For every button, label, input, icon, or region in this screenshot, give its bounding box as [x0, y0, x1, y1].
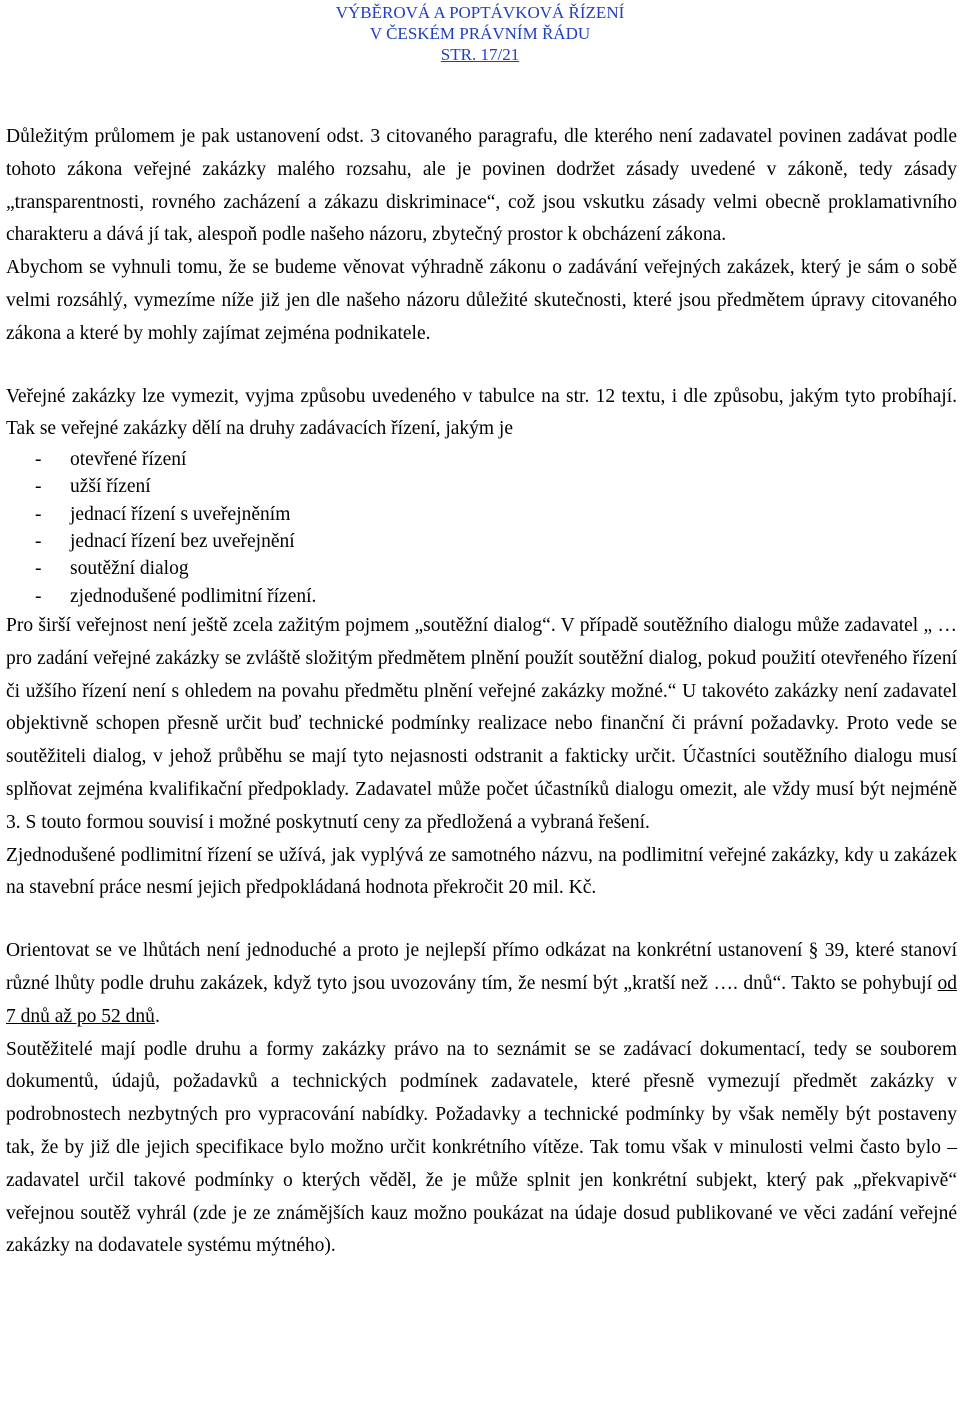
- list-item-text: jednací řízení bez uveřejnění: [70, 531, 295, 553]
- header-subtitle: V ČESKÉM PRÁVNÍM ŘÁDU: [369, 24, 591, 43]
- list-item: [6, 583, 957, 610]
- deadlines-range: od 7 dnů až po 52 dnů: [6, 972, 957, 1027]
- page-number: STR. 17/21: [440, 45, 520, 64]
- list-item-text: soutěžní dialog: [70, 558, 189, 580]
- paragraph-exemption: Důležitým průlomem je pak ustanovení odst. 3 citovaného paragrafu, dle kterého není zadavatel povinen zadávat podle tohoto zákona veřejné zakázky malého rozsahu, ale je povinen dodržet zásady uvedené v zákoně, tedy zásady „transparentnosti, rovného zacházení a zákazu diskriminace“, což jsou vskutku zásady velmi obecně proklamativního charakteru a dává jí tak, alespoň podle našeho názoru, zbytečný prostor k obcházení zákona.: [6, 126, 957, 246]
- list-dash: -: [35, 476, 42, 498]
- list-item: [6, 473, 957, 500]
- list-dash: -: [35, 531, 42, 553]
- paragraph-deadlines: [6, 935, 957, 1033]
- deadlines-end: .: [154, 1005, 160, 1027]
- paragraph-procedure-types: Veřejné zakázky lze vymezit, vyjma způsobu uvedeného v tabulce na str. 12 textu, i dle způsobu, jakým tyto probíhají. Tak se veřejné zakázky dělí na druhy zadávacích řízení, jakým je: [6, 385, 957, 440]
- list-item-text: jednací řízení s uveřejněním: [70, 503, 291, 525]
- list-item: [6, 446, 957, 473]
- paragraph-gap: [6, 351, 957, 381]
- paragraph-gap: [6, 905, 957, 935]
- list-item-text: otevřené řízení: [70, 449, 187, 471]
- list-dash: -: [35, 585, 42, 607]
- paragraph-scope: Abychom se vyhnuli tomu, že se budeme věnovat výhradně zákonu o zadávání veřejných zakázek, který je sám o sobě velmi rozsáhlý, vymezíme níže již jen dle našeho názoru důležité skutečnosti, které jsou předmětem úpravy citovaného zákona a které by mohly zajímat zejména podnikatele.: [6, 257, 957, 344]
- list-item: [6, 528, 957, 555]
- list-item: [6, 501, 957, 528]
- list-dash: -: [35, 558, 42, 580]
- document-body: [6, 121, 957, 1263]
- list-item-text: zjednodušené podlimitní řízení.: [70, 585, 317, 607]
- header-title: VÝBĚROVÁ A POPTÁVKOVÁ ŘÍZENÍ: [335, 3, 625, 22]
- page-header: [0, 2, 960, 65]
- paragraph-competitive-dialogue: Pro širší veřejnost není ještě zcela zažitým pojmem „soutěžní dialog“. V případě soutěžního dialogu může zadavatel „ … pro zadání veřejné zakázky se zvláště složitým předmětem plnění použít soutěžní dialog, pokud použití otevřeného řízení či užšího řízení není s ohledem na povahu předmětu plnění veřejné zakázky možné.“ U takovéto zakázky není zadavatel objektivně schopen přesně určit buď technické podmínky realizace nebo finanční či právní požadavky. Proto vede se soutěžiteli dialog, v jehož průběhu se mají tyto nejasnosti odstranit a fakticky určit. Účastníci soutěžního dialogu musí splňovat zejména kvalifikační předpoklady. Zadavatel může počet účastníků dialogu omezit, ale vždy musí být nejméně 3. S touto formou souvisí i možné poskytnutí ceny za předložená a vybraná řešení.: [6, 614, 957, 833]
- deadlines-text: Orientovat se ve lhůtách není jednoduché a proto je nejlepší přímo odkázat na konkrétní ustanovení § 39, které stanoví různé lhůty podle druhu zakázek, když tyto jsou uvozovány tím, že nesmí být „kratší než …. dnů“. Takto se pohybují: [6, 940, 957, 994]
- list-dash: -: [35, 503, 42, 525]
- paragraph-tender-documentation: Soutěžitelé mají podle druhu a formy zakázky právo na to seznámit se se zadávací dokumentací, tedy se souborem dokumentů, údajů, požadavků a technických podmínek zadavatele, které přesně vymezují předmět zakázky v podrobnostech nezbytných pro vypracování nabídky. Požadavky a technické podmínky by však neměly být postaveny tak, že by již dle jejich specifikace bylo možno určit konkrétního vítěze. Tak tomu však v minulosti velmi často bylo – zadavatel určil takové podmínky o kterých věděl, že je může splnit jen konkrétní subjekt, který pak „překvapivě“ veřejnou soutěž vyhrál (zde je ze známějších kauz možno poukázat na údaje dosud publikované ve věci zadání veřejné zakázky na dodavatele systému mýtného).: [6, 1038, 957, 1257]
- list-item: [6, 555, 957, 582]
- paragraph-simplified-procedure: Zjednodušené podlimitní řízení se užívá, jak vyplývá ze samotného názvu, na podlimitní veřejné zakázky, kdy u zakázek na stavební práce nesmí jejich předpokládaná hodnota překročit 20 mil. Kč.: [6, 844, 957, 899]
- procedure-list: [6, 446, 957, 610]
- list-dash: -: [35, 449, 42, 471]
- list-item-text: užší řízení: [70, 476, 151, 498]
